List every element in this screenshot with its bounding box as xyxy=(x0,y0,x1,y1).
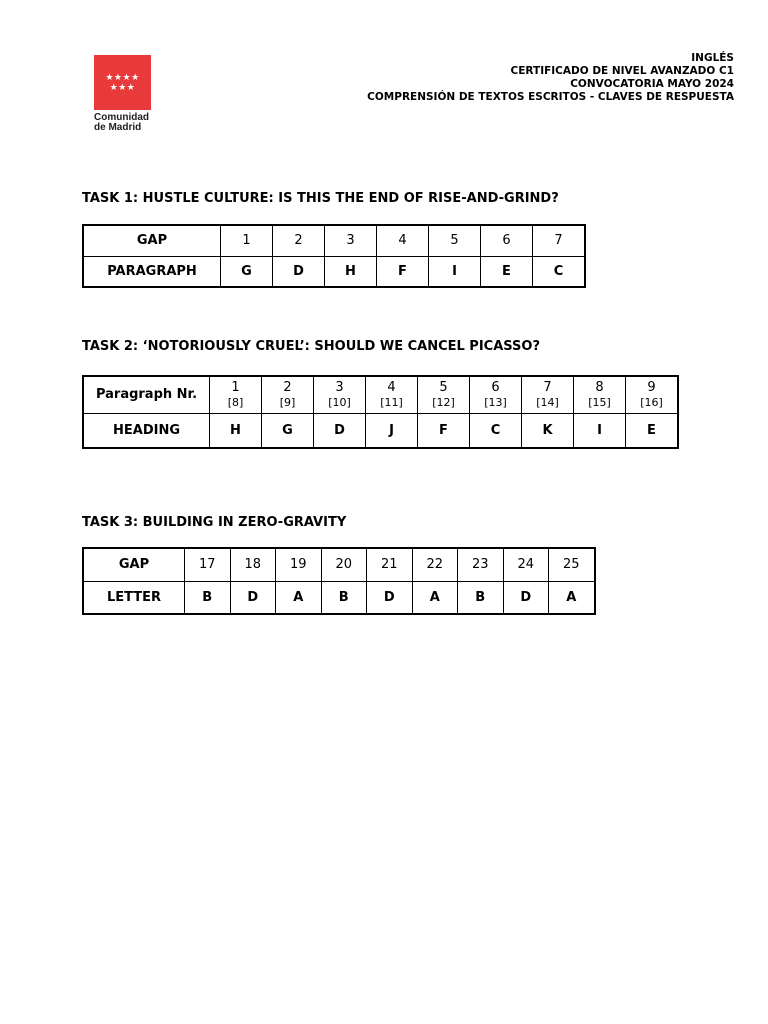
task1-answer-cell: D xyxy=(273,256,325,287)
task2-header-cell xyxy=(314,376,366,413)
task3-answer-cell: D xyxy=(230,581,276,614)
task3-answer-row xyxy=(83,581,595,614)
task2-answer-cell: K xyxy=(522,413,574,448)
logo-line2: de Madrid xyxy=(94,122,142,133)
task2-item-number: [12] xyxy=(432,395,455,409)
task3-header-cell: 25 xyxy=(549,548,595,581)
task3-answer-cell: D xyxy=(367,581,413,614)
task1-title: TASK 1: HUSTLE CULTURE: IS THIS THE END OF RISE-AND-GRIND? xyxy=(82,191,559,206)
task3-answer-cell: B xyxy=(185,581,231,614)
task1-answer-cell: F xyxy=(377,256,429,287)
task1-header-cell: 6 xyxy=(481,225,533,256)
task2-paragraph-number: 5 xyxy=(439,379,448,395)
task1-gap-row xyxy=(83,225,585,256)
task2-header-cell xyxy=(262,376,314,413)
task1-answer-cell: C xyxy=(533,256,586,287)
task1-answer-table xyxy=(82,224,586,288)
task3-header-cell: 20 xyxy=(321,548,367,581)
task3-answer-cell: B xyxy=(321,581,367,614)
task3-answer-cell: A xyxy=(549,581,595,614)
task3-answer-table xyxy=(82,547,596,615)
task2-item-number: [11] xyxy=(380,395,403,409)
task1-header-cell: 5 xyxy=(429,225,481,256)
task1-answer-cell: I xyxy=(429,256,481,287)
header-session: CONVOCATORIA MAYO 2024 xyxy=(570,78,734,90)
task2-answer-cell: I xyxy=(574,413,626,448)
task2-answer-cell: G xyxy=(262,413,314,448)
task1-header-cell: 7 xyxy=(533,225,586,256)
task2-title: TASK 2: ‘NOTORIOUSLY CRUEL’: SHOULD WE CANCEL PICASSO? xyxy=(82,339,541,354)
task2-paragraph-number: 1 xyxy=(231,379,240,395)
task3-header-cell: 17 xyxy=(185,548,231,581)
task3-header-cell: 23 xyxy=(458,548,504,581)
task2-answer-cell: D xyxy=(314,413,366,448)
logo-flag xyxy=(94,55,151,110)
task2-header-cell xyxy=(470,376,522,413)
header-certificate: CERTIFICADO DE NIVEL AVANZADO C1 xyxy=(510,65,734,77)
task1-header-cell: 1 xyxy=(221,225,273,256)
stars-icon: ★★★★ ★★★ xyxy=(105,72,140,93)
task2-header-cell xyxy=(366,376,418,413)
task2-answer-cell: J xyxy=(366,413,418,448)
task2-item-number: [9] xyxy=(279,395,296,409)
task3-header-cell: 19 xyxy=(276,548,322,581)
task1-answer-cell: H xyxy=(325,256,377,287)
task2-answer-cell: F xyxy=(418,413,470,448)
task3-answer-cell: B xyxy=(458,581,504,614)
task2-item-number: [16] xyxy=(640,395,663,409)
task3-answer-cell: A xyxy=(276,581,322,614)
task3-answer-cell: A xyxy=(412,581,458,614)
task1-answer-cell: E xyxy=(481,256,533,287)
task3-answer-cell: D xyxy=(503,581,549,614)
task2-header-cell xyxy=(574,376,626,413)
task2-row2-label: HEADING xyxy=(83,413,210,448)
task2-answer-cell: C xyxy=(470,413,522,448)
task1-row2-label: PARAGRAPH xyxy=(83,256,221,287)
task2-item-number: [10] xyxy=(328,395,351,409)
comunidad-de-madrid-logo xyxy=(94,55,152,133)
header-language: INGLÉS xyxy=(691,52,734,64)
task2-item-number: [15] xyxy=(588,395,611,409)
task3-header-cell: 22 xyxy=(412,548,458,581)
task3-gap-row xyxy=(83,548,595,581)
task2-heading-row xyxy=(83,413,678,448)
task2-item-number: [14] xyxy=(536,395,559,409)
task2-row1-label: Paragraph Nr. xyxy=(83,376,210,413)
document-header xyxy=(367,52,734,104)
task3-title: TASK 3: BUILDING IN ZERO-GRAVITY xyxy=(82,515,347,530)
task2-item-number: [8] xyxy=(227,395,244,409)
task2-answer-cell: E xyxy=(626,413,679,448)
logo-text xyxy=(94,113,152,133)
task2-header-cell xyxy=(626,376,679,413)
task1-answer-cell: G xyxy=(221,256,273,287)
task1-answer-row xyxy=(83,256,585,287)
task1-header-cell: 4 xyxy=(377,225,429,256)
header-section: COMPRENSIÓN DE TEXTOS ESCRITOS - CLAVES DE RESPUESTA xyxy=(367,91,734,103)
task2-header-cell xyxy=(522,376,574,413)
task2-paragraph-number: 9 xyxy=(647,379,656,395)
task3-header-cell: 21 xyxy=(367,548,413,581)
task3-row1-label: GAP xyxy=(83,548,185,581)
task1-row1-label: GAP xyxy=(83,225,221,256)
task2-item-number: [13] xyxy=(484,395,507,409)
task2-paragraph-number: 6 xyxy=(491,379,500,395)
task2-answer-table xyxy=(82,375,679,449)
task2-paragraph-number: 4 xyxy=(387,379,396,395)
task2-header-cell xyxy=(210,376,262,413)
task3-header-cell: 24 xyxy=(503,548,549,581)
task2-answer-cell: H xyxy=(210,413,262,448)
task2-paragraph-number: 7 xyxy=(543,379,552,395)
task2-paragraph-number: 3 xyxy=(335,379,344,395)
task2-paragraph-number: 8 xyxy=(595,379,604,395)
task1-header-cell: 2 xyxy=(273,225,325,256)
task3-row2-label: LETTER xyxy=(83,581,185,614)
task2-paragraph-number: 2 xyxy=(283,379,292,395)
logo-line1: Comunidad xyxy=(94,112,149,123)
task2-paragraph-row xyxy=(83,376,678,413)
task2-header-cell xyxy=(418,376,470,413)
task1-header-cell: 3 xyxy=(325,225,377,256)
task3-header-cell: 18 xyxy=(230,548,276,581)
